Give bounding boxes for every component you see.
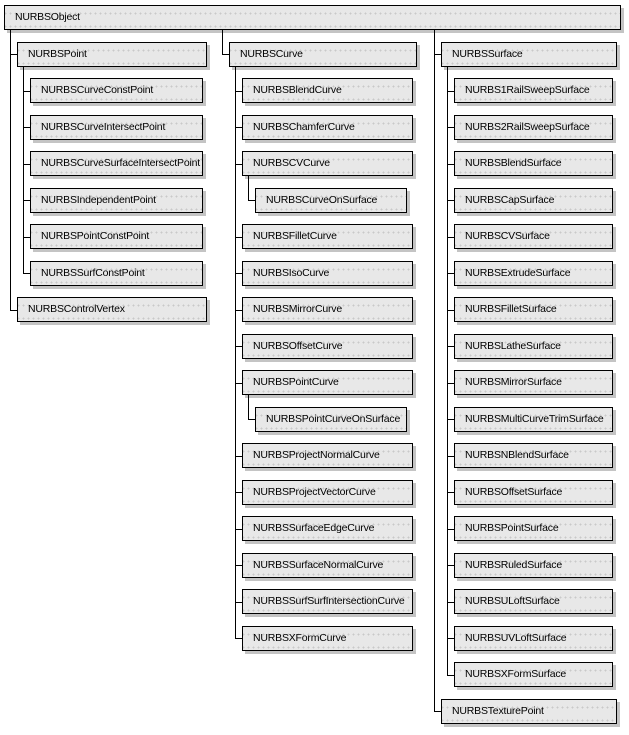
tree-node [23, 140, 207, 177]
tree-node [235, 614, 417, 651]
tree-children [23, 67, 207, 286]
tree-node [447, 67, 617, 104]
class-box-nurbsoffsetcurve[interactable]: NURBSOffsetCurve [242, 334, 413, 359]
tree-node [23, 249, 207, 286]
tree-node [447, 213, 617, 250]
class-box-nurbscvcurve[interactable]: NURBSCVCurve [242, 151, 413, 176]
tree-children [248, 176, 417, 213]
class-box-nurbsxformsurface[interactable]: NURBSXFormSurface [454, 662, 613, 687]
class-box-nurbsindependentpoint[interactable]: NURBSIndependentPoint [30, 188, 203, 213]
tree-node [447, 176, 617, 213]
tree-node [447, 468, 617, 505]
tree-node [447, 614, 617, 651]
class-box-nurbsnblendsurface[interactable]: NURBSNBlendSurface [454, 443, 613, 468]
tree-node [235, 103, 417, 140]
class-box-nurbscurve[interactable]: NURBSCurve [229, 42, 417, 67]
class-box-nurbssurfconstpoint[interactable]: NURBSSurfConstPoint [30, 261, 203, 286]
class-box-nurbssurfacenormalcurve[interactable]: NURBSSurfaceNormalCurve [242, 553, 413, 578]
tree-node [235, 140, 417, 213]
class-box-nurbspointconstpoint[interactable]: NURBSPointConstPoint [30, 224, 203, 249]
tree-node [447, 322, 617, 359]
class-box-nurbsobject[interactable]: NURBSObject [4, 5, 621, 30]
tree-node [447, 359, 617, 396]
tree-node [235, 67, 417, 104]
class-box-nurbssurfsurfintersectioncurve[interactable]: NURBSSurfSurfIntersectionCurve [242, 589, 413, 614]
tree-node [222, 30, 417, 651]
class-box-nurbsprojectnormalcurve[interactable]: NURBSProjectNormalCurve [242, 443, 413, 468]
tree-node [235, 359, 417, 432]
class-box-nurbsuvloftsurface[interactable]: NURBSUVLoftSurface [454, 626, 613, 651]
class-box-nurbsruledsurface[interactable]: NURBSRuledSurface [454, 553, 613, 578]
tree-children [248, 395, 417, 432]
tree-node [23, 176, 207, 213]
class-box-nurbsisocurve[interactable]: NURBSIsoCurve [242, 261, 413, 286]
class-box-nurbs1railsweepsurface[interactable]: NURBS1RailSweepSurface [454, 78, 613, 103]
tree-node [447, 578, 617, 615]
tree-node [23, 213, 207, 250]
class-box-nurbs2railsweepsurface[interactable]: NURBS2RailSweepSurface [454, 115, 613, 140]
class-box-nurbscurveintersectpoint[interactable]: NURBSCurveIntersectPoint [30, 115, 203, 140]
class-box-nurbspoint[interactable]: NURBSPoint [17, 42, 207, 67]
class-box-nurbsxformcurve[interactable]: NURBSXFormCurve [242, 626, 413, 651]
class-box-nurbscontrolvertex[interactable]: NURBSControlVertex [17, 297, 207, 322]
class-box-nurbscurvesurfaceintersectpoint[interactable]: NURBSCurveSurfaceIntersectPoint [30, 151, 203, 176]
class-box-nurbscapsurface[interactable]: NURBSCapSurface [454, 188, 613, 213]
class-box-nurbsmirrorcurve[interactable]: NURBSMirrorCurve [242, 297, 413, 322]
tree-node [447, 140, 617, 177]
tree-node [434, 687, 617, 724]
tree-node [447, 395, 617, 432]
class-box-nurbsmulticurvetrimsurface[interactable]: NURBSMultiCurveTrimSurface [454, 407, 613, 432]
class-box-nurbsoffsetsurface[interactable]: NURBSOffsetSurface [454, 480, 613, 505]
tree-node [23, 103, 207, 140]
class-box-nurbsprojectvectorcurve[interactable]: NURBSProjectVectorCurve [242, 480, 413, 505]
class-box-nurbsextrudesurface[interactable]: NURBSExtrudeSurface [454, 261, 613, 286]
class-box-nurbstexturepoint[interactable]: NURBSTexturePoint [441, 699, 617, 724]
tree-node [235, 468, 417, 505]
subtree-column-point [10, 30, 207, 322]
class-box-nurbsblendcurve[interactable]: NURBSBlendCurve [242, 78, 413, 103]
class-box-nurbspointcurveonsurface[interactable]: NURBSPointCurveOnSurface [255, 407, 407, 432]
class-box-nurbscurveonsurface[interactable]: NURBSCurveOnSurface [255, 188, 407, 213]
class-box-nurbssurfaceedgecurve[interactable]: NURBSSurfaceEdgeCurve [242, 516, 413, 541]
class-box-nurbsblendsurface[interactable]: NURBSBlendSurface [454, 151, 613, 176]
tree-node [447, 651, 617, 688]
tree-node [434, 30, 617, 687]
tree-node [235, 249, 417, 286]
tree-node [235, 213, 417, 250]
tree-node [248, 176, 417, 213]
tree-children [447, 67, 617, 688]
subtree-column-surface [434, 30, 617, 724]
class-box-nurbspointcurve[interactable]: NURBSPointCurve [242, 370, 413, 395]
class-box-nurbscurveconstpoint[interactable]: NURBSCurveConstPoint [30, 78, 203, 103]
tree-children [235, 67, 417, 651]
tree-node [10, 30, 207, 286]
tree-node [447, 103, 617, 140]
tree-node [248, 395, 417, 432]
tree-node [447, 286, 617, 323]
tree-node [235, 432, 417, 469]
class-box-nurbschamfercurve[interactable]: NURBSChamferCurve [242, 115, 413, 140]
class-box-nurbslathesurface[interactable]: NURBSLatheSurface [454, 334, 613, 359]
tree-node [447, 541, 617, 578]
class-box-nurbsfilletsurface[interactable]: NURBSFilletSurface [454, 297, 613, 322]
tree-node [235, 286, 417, 323]
class-box-nurbspointsurface[interactable]: NURBSPointSurface [454, 516, 613, 541]
class-box-nurbsfilletcurve[interactable]: NURBSFilletCurve [242, 224, 413, 249]
class-box-nurbscvsurface[interactable]: NURBSCVSurface [454, 224, 613, 249]
class-box-nurbssurface[interactable]: NURBSSurface [441, 42, 617, 67]
tree-node [235, 322, 417, 359]
tree-node [447, 249, 617, 286]
tree-node [235, 578, 417, 615]
class-box-nurbsmirrorsurface[interactable]: NURBSMirrorSurface [454, 370, 613, 395]
tree-node [23, 67, 207, 104]
tree-node [10, 286, 207, 323]
class-box-nurbsuloftsurface[interactable]: NURBSULoftSurface [454, 589, 613, 614]
tree-node [235, 541, 417, 578]
subtree-column-curve [222, 30, 417, 651]
tree-node [447, 505, 617, 542]
tree-node [447, 432, 617, 469]
tree-node [235, 505, 417, 542]
